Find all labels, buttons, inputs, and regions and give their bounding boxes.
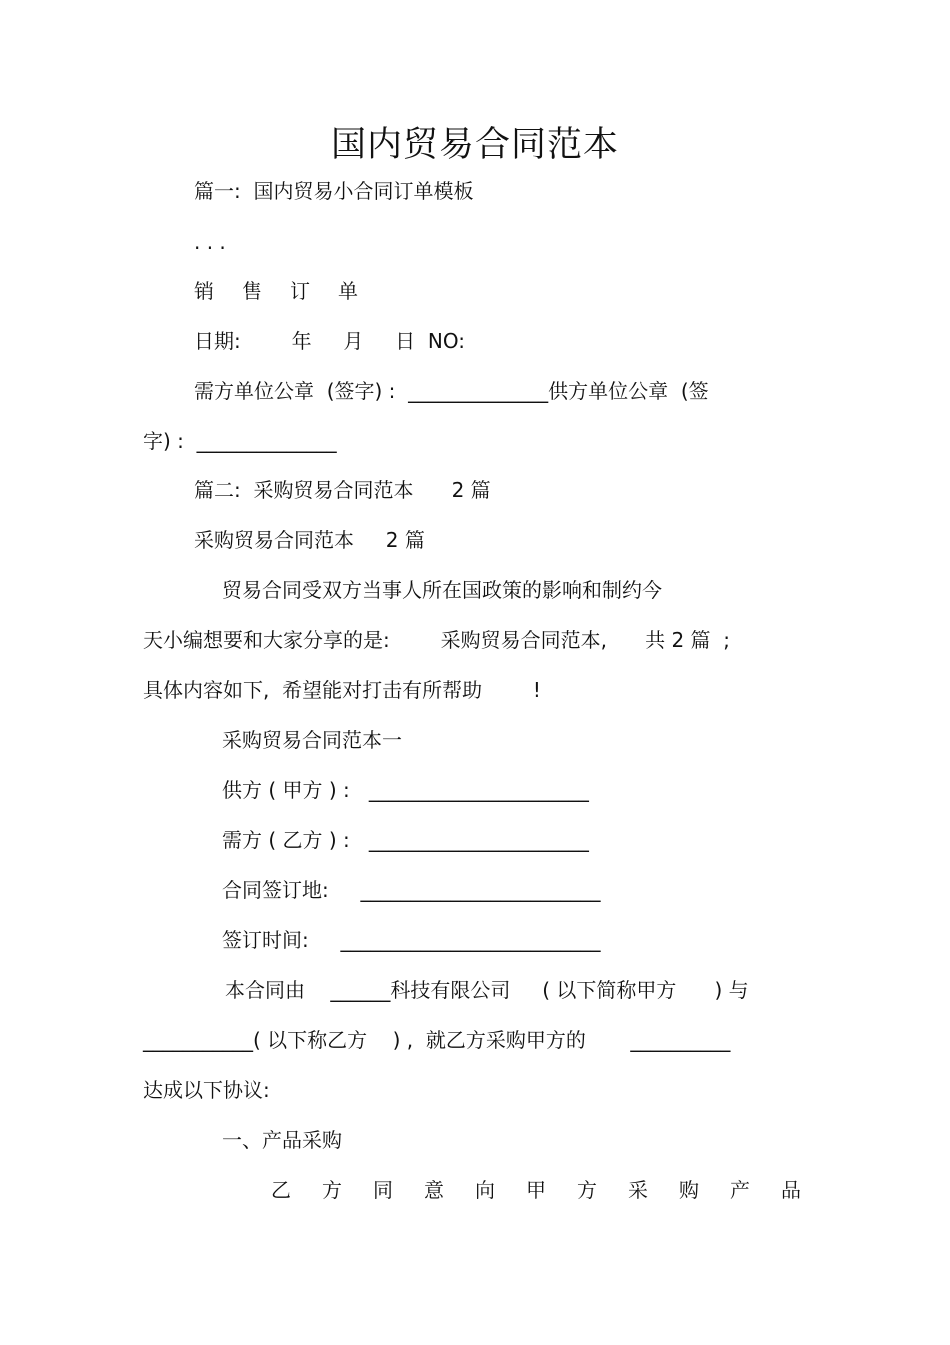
- ellipsis-line: . . .: [194, 230, 226, 254]
- signing-time-field: 签订时间: __________________________: [222, 928, 601, 952]
- intro-line-1: 贸易合同受双方当事人所在国政策的影响和制约今: [222, 578, 662, 602]
- intro-line-2: 天小编想要和大家分享的是: 采购贸易合同范本, 共 2 篇 ;: [143, 628, 730, 652]
- contract-one-heading: 采购贸易合同范本一: [222, 728, 402, 752]
- sales-order-heading: 销售订单: [194, 279, 386, 303]
- section-two-heading: 篇二: 采购贸易合同范本 2 篇: [194, 478, 491, 502]
- signing-place-field: 合同签订地: ________________________: [222, 878, 601, 902]
- article-one-heading: 一、产品采购: [222, 1128, 342, 1152]
- article-one-text: 乙方同意向甲方采购产品: [271, 1178, 832, 1202]
- contract-clause-line-1: 本合同由 ______科技有限公司 ( 以下简称甲方 ) 与: [225, 978, 749, 1002]
- section-one-heading: 篇一: 国内贸易小合同订单模板: [194, 179, 474, 203]
- contract-clause-line-3: 达成以下协议:: [143, 1078, 270, 1102]
- buyer-field: 需方 ( 乙方 ) : ______________________: [222, 828, 589, 852]
- document-title: 国内贸易合同范本: [330, 125, 619, 165]
- supplier-field: 供方 ( 甲方 ) : ______________________: [222, 778, 589, 802]
- intro-line-3: 具体内容如下, 希望能对打击有所帮助 !: [143, 678, 541, 702]
- date-line: 日期: 年 月 日 NO:: [194, 329, 465, 353]
- subheading: 采购贸易合同范本 2 篇: [194, 528, 425, 552]
- seal-line-1: 需方单位公章 (签字) : ______________供方单位公章 (签: [194, 379, 709, 403]
- contract-clause-line-2: ___________( 以下称乙方 ) , 就乙方采购甲方的 __________: [143, 1028, 731, 1052]
- seal-line-2: 字) : ______________: [143, 429, 337, 453]
